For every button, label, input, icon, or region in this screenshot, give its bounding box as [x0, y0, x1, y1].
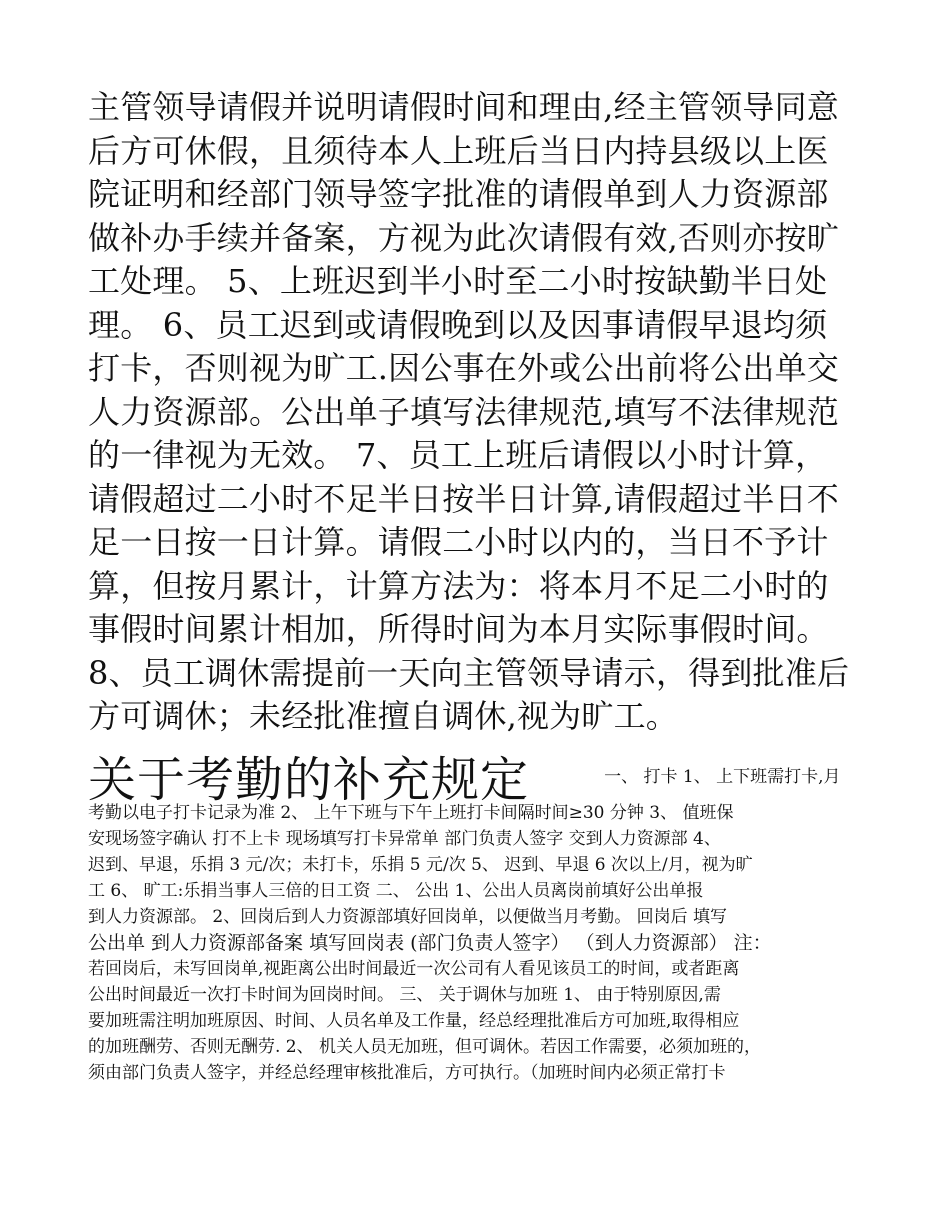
supplement-section	[88, 750, 868, 1086]
text-line: 工处理。 5、上班迟到半小时至二小时按缺勤半日处	[88, 262, 828, 300]
text-line: 做补办手续并备案，方视为此次请假有效,否则亦按旷	[88, 218, 839, 257]
text-line: 到人力资源部。 2、回岗后到人力资源部填好回岗单，以便做当月考勤。 回岗后 填写	[88, 907, 728, 927]
text-line: 须由部门负责人签字，并经总经理审核批准后，方可执行。（加班时间内必须正常打卡	[88, 1063, 726, 1083]
text-line: 理。 6、员工迟到或请假晚到以及因事请假早退均须	[88, 305, 828, 344]
text-line: 要加班需注明加班原因、时间、人员名单及工作量，经总经理批准后方可加班,取得相应	[88, 1011, 740, 1031]
text-line: 的一律视为无效。 7、员工上班后请假以小时计算，	[88, 436, 828, 474]
text-line: 的加班酬劳、否则无酬劳. 2、 机关人员无加班，但可调休。若因工作需要，必须加班的，	[88, 1037, 762, 1057]
text-line: 院证明和经部门领导签字批准的请假单到人力资源部	[88, 175, 829, 213]
text-line: 公出时间最近一次打卡时间为回岗时间。 三、 关于调休与加班 1、 由于特别原因,需	[88, 985, 721, 1005]
text-line: 后方可休假，且须待本人上班后当日内持县级以上医	[88, 131, 829, 170]
supplement-body	[88, 800, 868, 1086]
text-line: 工 6、 旷工:乐捐当事人三倍的日工资 二、 公出 1、公出人员离岗前填好公出单报	[88, 881, 704, 901]
section-title: 关于考勤的补充规定	[88, 752, 530, 808]
text-line: 考勤以电子打卡记录为准 2、 上午下班与下午上班打卡间隔时间≥30 分钟 3、 值班保	[88, 803, 734, 823]
text-line: 足一日按一日计算。请假二小时以内的，当日不予计	[88, 523, 829, 561]
text-line: 事假时间累计相加，所得时间为本月实际事假时间。	[88, 610, 829, 648]
text-line: 请假超过二小时不足半日按半日计算,请假超过半日不	[88, 479, 839, 518]
text-line: 方可调休；未经批准擅自调休,视为旷工。	[88, 697, 678, 735]
text-line: 算，但按月累计，计算方法为：将本月不足二小时的	[88, 566, 829, 605]
text-line: 若回岗后，未写回岗单,视距离公出时间最近一次公司有人看见该员工的时间，或者距离	[88, 959, 740, 979]
attendance-rules-text	[88, 86, 868, 739]
text-line: 8、员工调休需提前一天向主管领导请示，得到批准后	[88, 653, 850, 692]
text-line: 一、 打卡 1、 上下班需打卡,月	[604, 767, 841, 787]
text-line: 人力资源部。公出单子填写法律规范,填写不法律规范	[88, 392, 839, 431]
text-line: 主管领导请假并说明请假时间和理由,经主管领导同意	[88, 88, 839, 126]
text-line: 迟到、早退，乐捐 3 元/次；未打卡，乐捐 5 元/次 5、 迟到、早退 6 次以上/月，视为旷	[88, 855, 753, 875]
text-line: 公出单 到人力资源部备案 填写回岗表 (部门负责人签字） （到人力资源部） 注：	[88, 932, 772, 954]
text-line: 打卡，否则视为旷工.因公事在外或公出前将公出单交	[88, 349, 839, 387]
text-line: 安现场签字确认 打不上卡 现场填写打卡异常单 部门负责人签字 交到人力资源部 4、	[88, 829, 721, 849]
